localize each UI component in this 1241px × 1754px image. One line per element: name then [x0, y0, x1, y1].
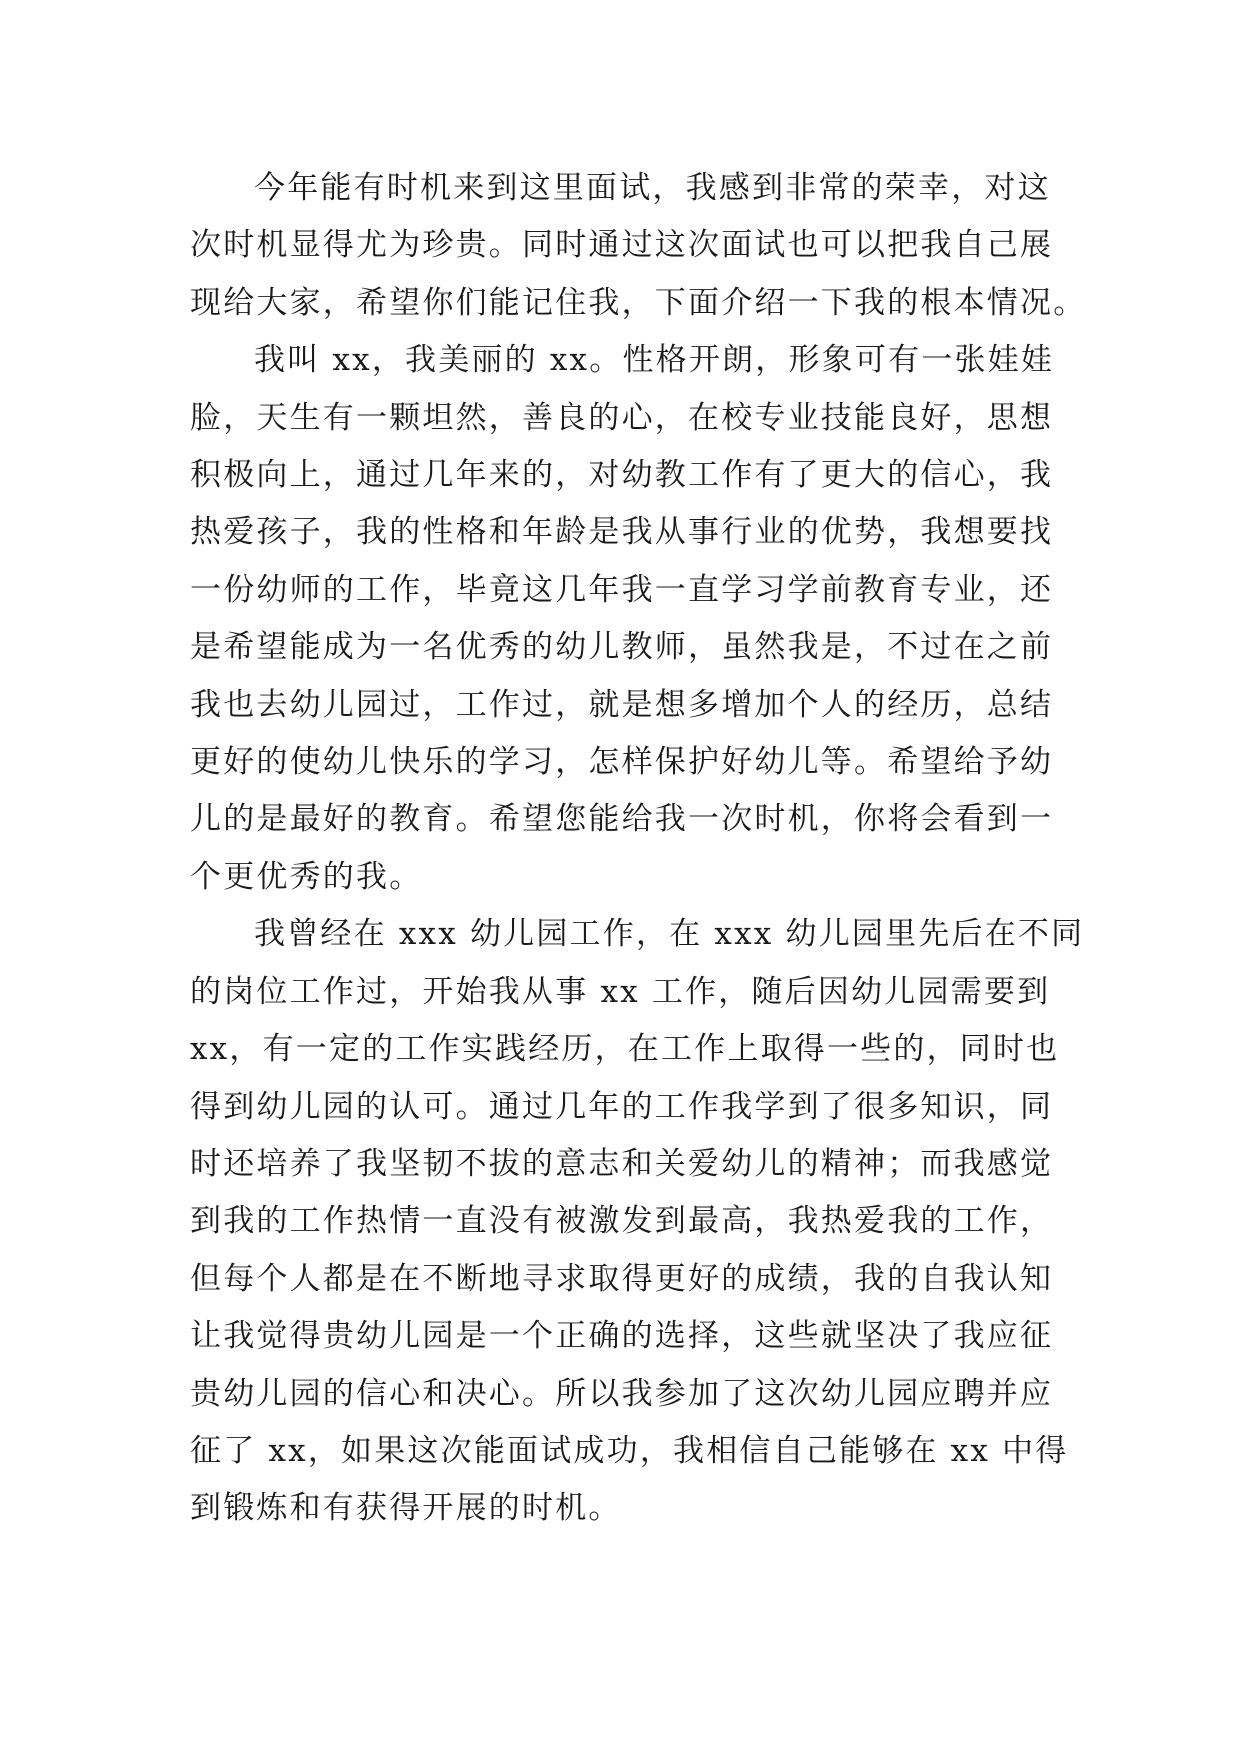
document-body — [190, 160, 1087, 1538]
paragraph-2 — [190, 332, 1055, 906]
paragraph-line: 儿的是最好的教育。希望您能给我一次时机，你将会看到一 — [190, 801, 1054, 838]
paragraph-line: 我叫 xx，我美丽的 xx。性格开朗，形象可有一张娃娃 — [254, 342, 1055, 379]
paragraph-line: 一份幼师的工作，毕竟这几年我一直学习学前教育专业，还 — [190, 571, 1054, 608]
paragraph-line: 征了 xx，如果这次能面试成功，我相信自己能够在 xx 中得 — [190, 1432, 1069, 1469]
paragraph-line: 时还培养了我坚韧不拔的意志和关爱幼儿的精神；而我感觉 — [190, 1145, 1054, 1182]
paragraph-line: 到锻炼和有获得开展的时机。 — [190, 1490, 622, 1527]
paragraph-line: 但每个人都是在不断地寻求取得更好的成绩，我的自我认知 — [190, 1260, 1054, 1297]
paragraph-line: 现给大家，希望你们能记住我，下面介绍一下我的根本情况。 — [190, 284, 1087, 321]
paragraph-1 — [190, 160, 1087, 332]
paragraph-line: 让我觉得贵幼儿园是一个正确的选择，这些就坚决了我应征 — [190, 1318, 1054, 1355]
paragraph-3 — [190, 906, 1085, 1537]
paragraph-line: 脸，天生有一颗坦然，善良的心，在校专业技能良好，思想 — [190, 399, 1054, 436]
paragraph-line: 我曾经在 xxx 幼儿园工作，在 xxx 幼儿园里先后在不同 — [254, 916, 1085, 953]
paragraph-line: 更好的使幼儿快乐的学习，怎样保护好幼儿等。希望给予幼 — [190, 744, 1054, 781]
paragraph-line: 次时机显得尤为珍贵。同时通过这次面试也可以把我自己展 — [190, 227, 1054, 264]
paragraph-line: 到我的工作热情一直没有被激发到最高，我热爱我的工作， — [190, 1203, 1054, 1240]
paragraph-line: 贵幼儿园的信心和决心。所以我参加了这次幼儿园应聘并应 — [190, 1375, 1054, 1412]
paragraph-line: 是希望能成为一名优秀的幼儿教师，虽然我是，不过在之前 — [190, 629, 1054, 666]
paragraph-line: 得到幼儿园的认可。通过几年的工作我学到了很多知识，同 — [190, 1088, 1054, 1125]
paragraph-line: 个更优秀的我。 — [190, 858, 423, 895]
paragraph-line: 的岗位工作过，开始我从事 xx 工作，随后因幼儿园需要到 — [190, 973, 1051, 1010]
paragraph-line: 积极向上，通过几年来的，对幼教工作有了更大的信心，我 — [190, 457, 1054, 494]
paragraph-line: 我也去幼儿园过，工作过，就是想多增加个人的经历，总结 — [190, 686, 1054, 723]
paragraph-line: 热爱孩子，我的性格和年龄是我从事行业的优势，我想要找 — [190, 514, 1054, 551]
paragraph-line: 今年能有时机来到这里面试，我感到非常的荣幸，对这 — [254, 170, 1051, 206]
paragraph-line: xx，有一定的工作实践经历，在工作上取得一些的，同时也 — [190, 1031, 1060, 1068]
